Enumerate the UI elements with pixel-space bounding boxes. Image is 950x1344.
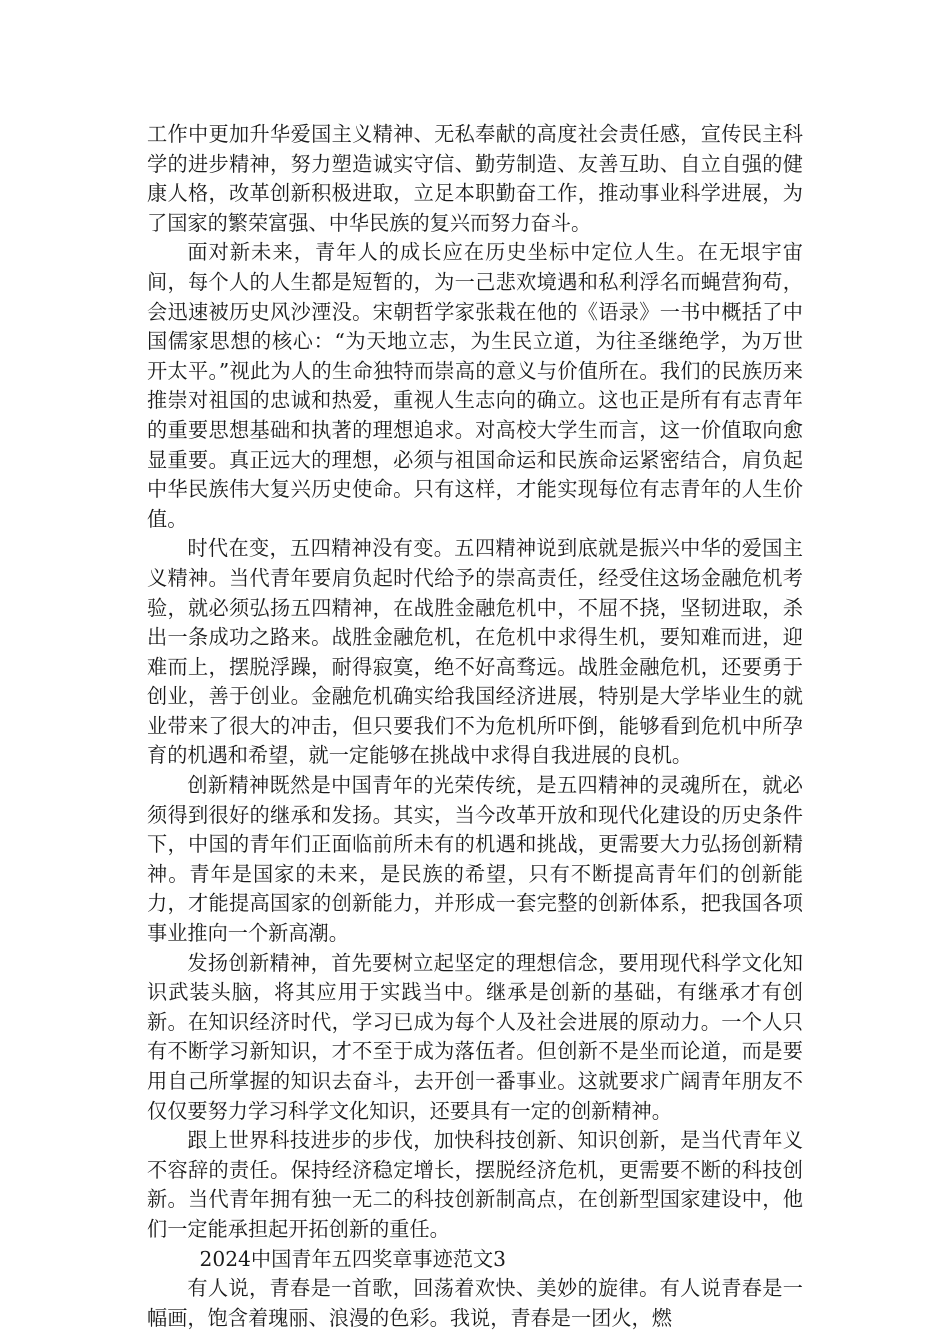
document-page bbox=[147, 120, 803, 1333]
paragraph-5: 发扬创新精神，首先要树立起坚定的理想信念，要用现代科学文化知识武装头脑，将其应用于实践当中。继承是创新的基础，有继承才有创新。在知识经济时代，学习已成为每个人及社会进展的原动力。一个人只有不断学习新知识，才不至于成为落伍者。但创新不是坐而论道，而是要用自己所掌握的知识去奋斗，去开创一番事业。这就要求广阔青年朋友不仅仅要努力学习科学文化知识，还要具有一定的创新精神。 bbox=[147, 950, 803, 1123]
paragraph-6: 跟上世界科技进步的步伐，加快科技创新、知识创新，是当代青年义不容辞的责任。保持经济稳定增长，摆脱经济危机，更需要不断的科技创新。当代青年拥有独一无二的科技创新制高点，在创新型国家建设中，他们一定能承担起开拓创新的重任。 bbox=[147, 1128, 803, 1241]
paragraph-2: 面对新未来，青年人的成长应在历史坐标中定位人生。在无垠宇宙间，每个人的人生都是短暂的，为一己悲欢境遇和私利浮名而蝇营狗苟，会迅速被历史风沙湮没。宋朝哲学家张栽在他的《语录》一书中概括了中国儒家思想的核心：“为天地立志，为生民立道，为往圣继绝学，为万世开太平。”视此为人的生命独特而崇高的意义与价值所在。我们的民族历来推崇对祖国的忠诚和热爱，重视人生志向的确立。这也正是所有有志青年的重要思想基础和执著的理想追求。对高校大学生而言，这一价值取向愈显重要。真正远大的理想，必须与祖国命运和民族命运紧密结合，肩负起中华民族伟大复兴历史使命。只有这样，才能实现每位有志青年的人生价值。 bbox=[147, 240, 803, 531]
paragraph-3: 时代在变，五四精神没有变。五四精神说到底就是振兴中华的爱国主义精神。当代青年要肩负起时代给予的崇高责任，经受住这场金融危机考验，就必须弘扬五四精神，在战胜金融危机中，不屈不挠，坚韧进取，杀出一条成功之路来。战胜金融危机，在危机中求得生机，要知难而进，迎难而上，摆脱浮躁，耐得寂寞，绝不好高骛远。战胜金融危机，还要勇于创业，善于创业。金融危机确实给我国经济进展，特别是大学毕业生的就业带来了很大的冲击，但只要我们不为危机所吓倒，能够看到危机中所孕育的机遇和希望，就一定能够在挑战中求得自我进展的良机。 bbox=[147, 536, 803, 768]
section-title: 2024中国青年五四奖章事迹范文3 bbox=[199, 1246, 506, 1271]
final-paragraph: 有人说，青春是一首歌，回荡着欢快、美妙的旋律。有人说青春是一幅画，饱含着瑰丽、浪漫的色彩。我说，青春是一团火，燃 bbox=[147, 1276, 803, 1330]
paragraph-4: 创新精神既然是中国青年的光荣传统，是五四精神的灵魂所在，就必须得到很好的继承和发扬。其实，当今改革开放和现代化建设的历史条件下，中国的青年们正面临前所未有的机遇和挑战，更需要大力弘扬创新精神。青年是国家的未来，是民族的希望，只有不断提高青年们的创新能力，才能提高国家的创新能力，并形成一套完整的创新体系，把我国各项事业推向一个新高潮。 bbox=[147, 773, 803, 946]
paragraph-1: 工作中更加升华爱国主义精神、无私奉献的高度社会责任感，宣传民主科学的进步精神，努力塑造诚实守信、勤劳制造、友善互助、自立自强的健康人格，改革创新积极进取，立足本职勤奋工作，推动事业科学进展，为了国家的繁荣富强、中华民族的复兴而努力奋斗。 bbox=[147, 122, 803, 235]
